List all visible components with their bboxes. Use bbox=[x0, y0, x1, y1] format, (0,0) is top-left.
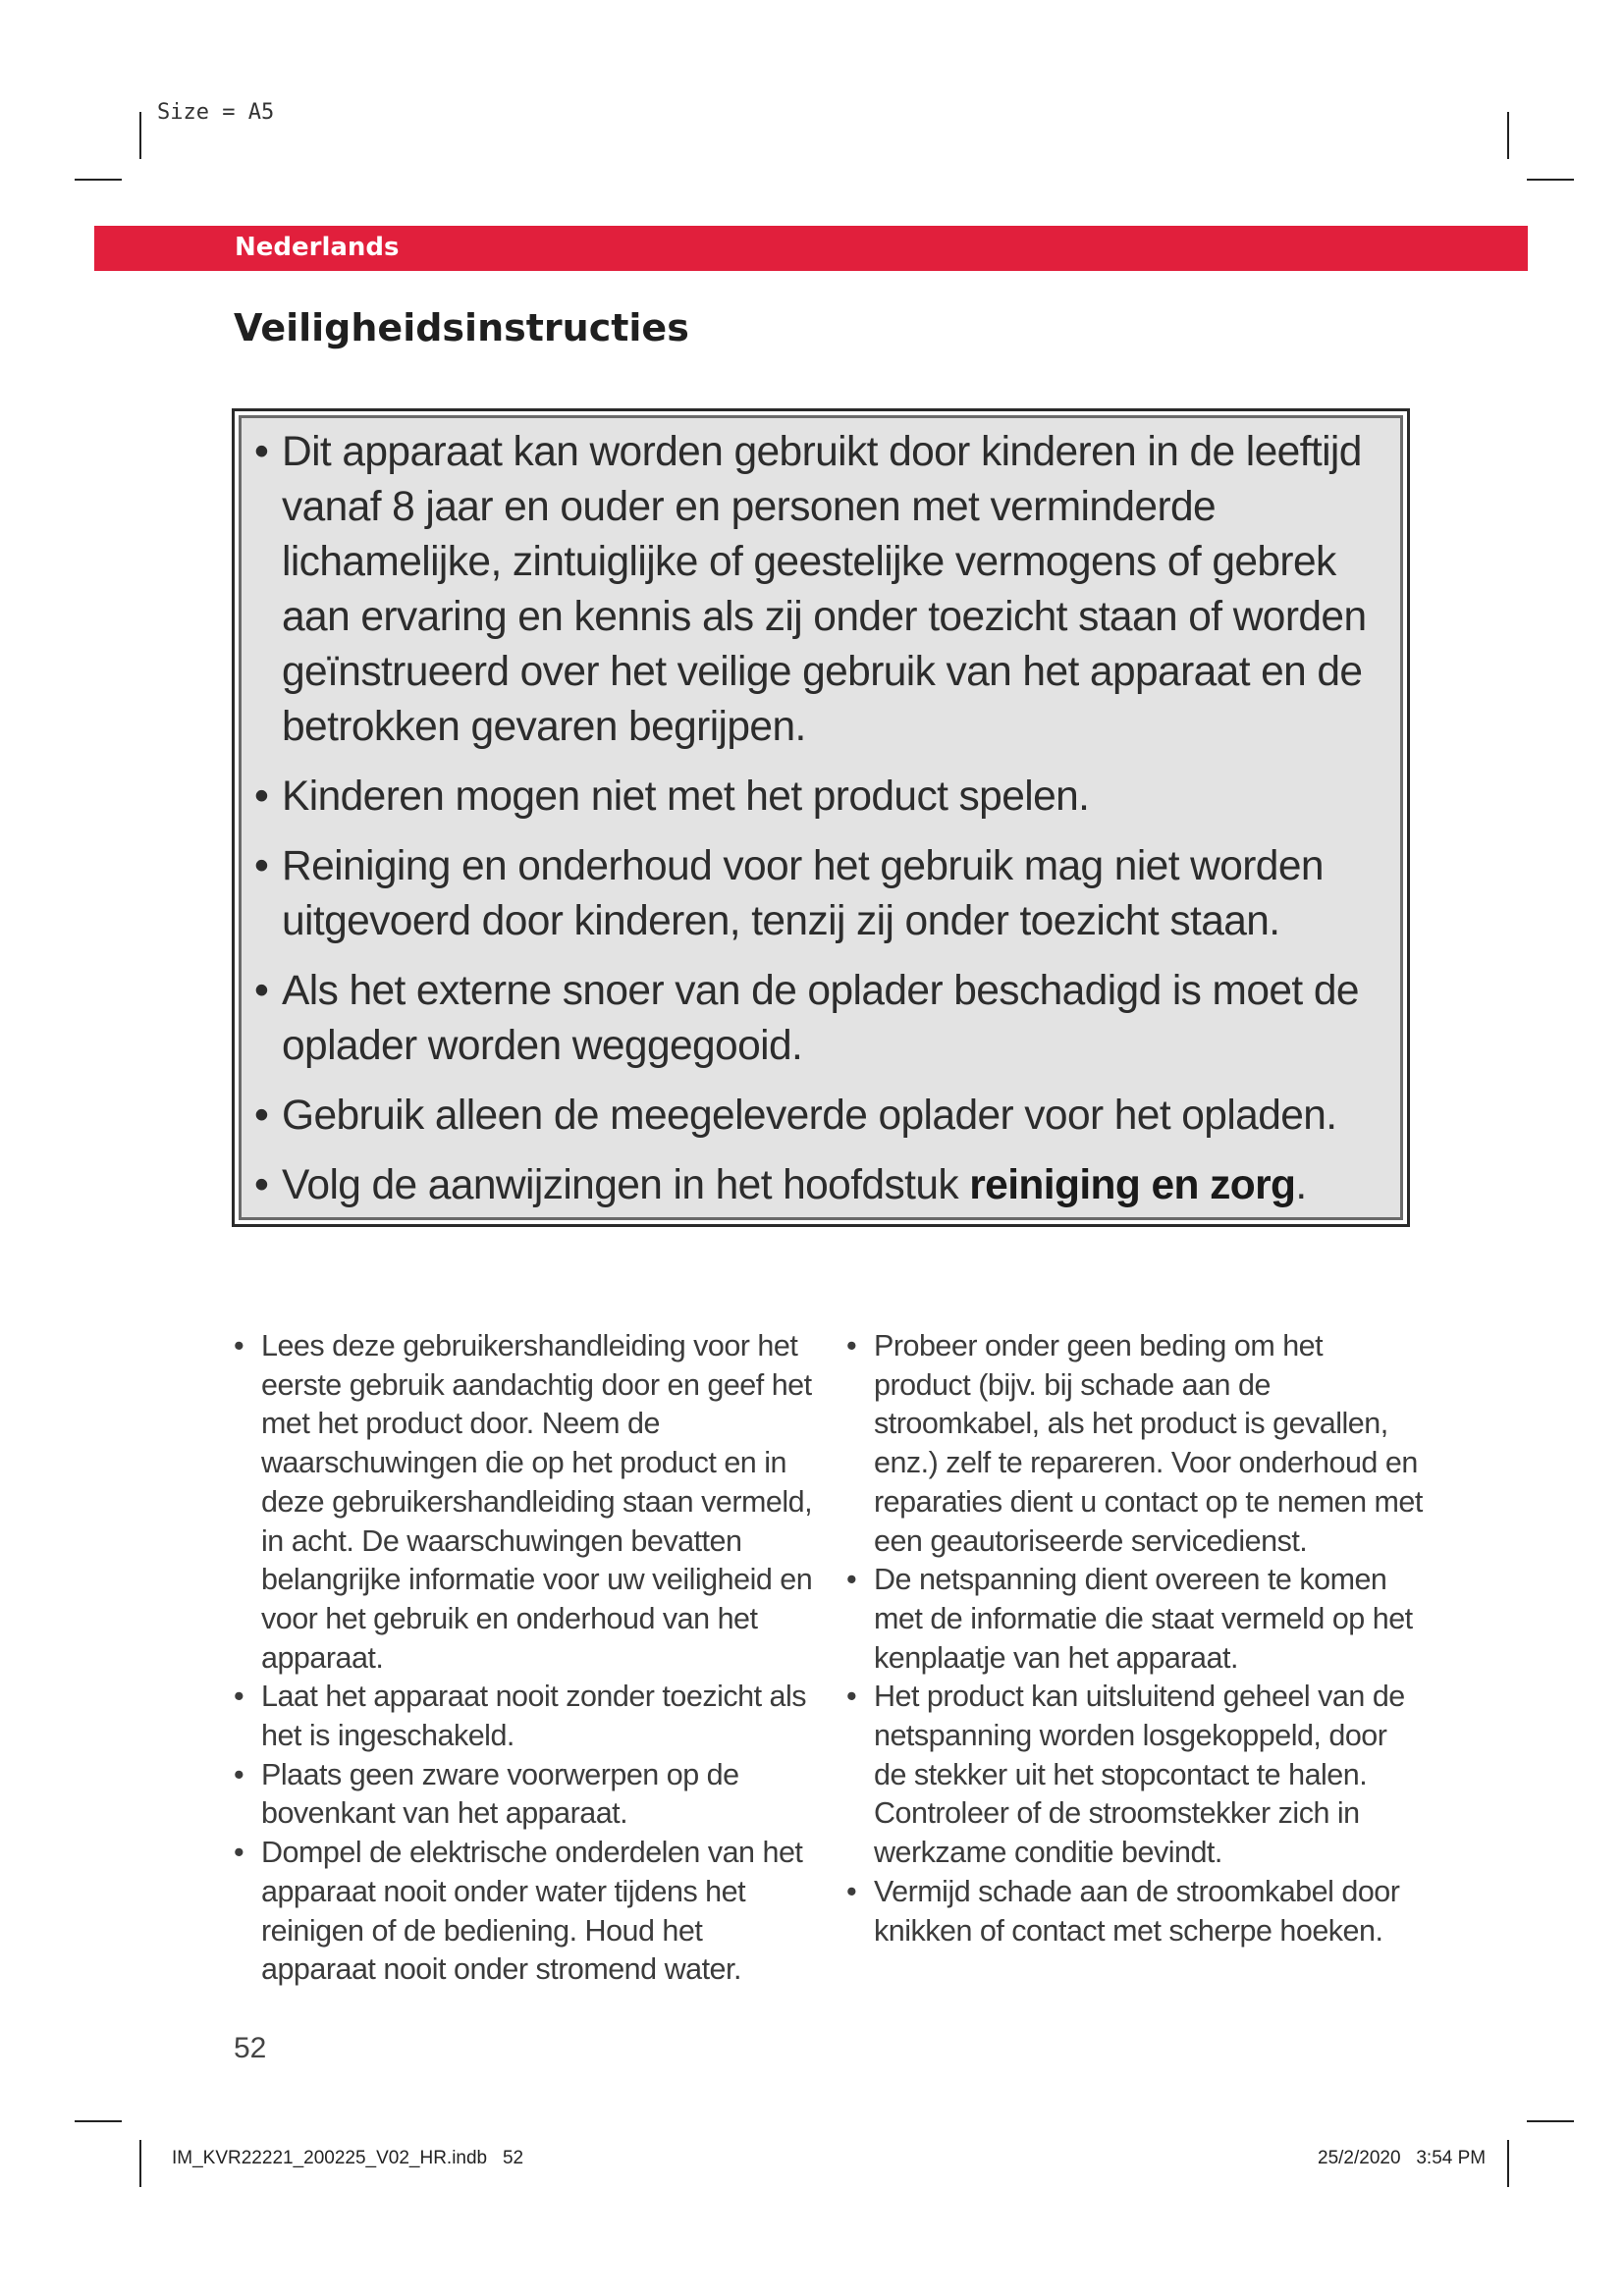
footer-timestamp: 25/2/2020 3:54 PM bbox=[1318, 2148, 1487, 2168]
list-item: • Lees deze gebruikershandleiding voor het eerste gebruik aandachtig door en geef het met het product door. Neem de waarschuwingen die op het product en in deze gebruikershandleiding staan vermeld, in acht. De waarschuwingen bevatten belangrijke informatie voor uw veiligheid en voor het gebruik en onderhoud van het apparaat. bbox=[234, 1329, 813, 1675]
bullet-icon: • bbox=[254, 429, 269, 475]
warning-item-chapter-reference: • Volg de aanwijzingen in het hoofdstuk reiniging en zorg. bbox=[252, 1158, 1401, 1213]
language-header-bar bbox=[94, 226, 1528, 271]
warning-item: • Gebruik alleen de meegeleverde oplader voor het opladen. bbox=[252, 1089, 1401, 1144]
language-label: Nederlands bbox=[235, 233, 400, 262]
bullet-icon: • bbox=[254, 1162, 269, 1208]
bullet-icon: • bbox=[846, 1874, 857, 1908]
bullet-icon: • bbox=[234, 1329, 244, 1362]
bullet-icon: • bbox=[254, 968, 269, 1014]
warning-item: • Reiniging en onderhoud voor het gebruik mag niet worden uitgevoerd door kinderen, tenzij zij onder toezicht staan. bbox=[252, 839, 1401, 949]
warning-item: • Kinderen mogen niet met het product spelen. bbox=[252, 770, 1401, 825]
bullet-icon: • bbox=[846, 1680, 857, 1714]
crop-mark bbox=[139, 2140, 141, 2187]
footer-file-name: IM_KVR22221_200225_V02_HR.indb 52 bbox=[172, 2148, 524, 2168]
crop-mark bbox=[1507, 2140, 1509, 2187]
crop-mark bbox=[75, 179, 122, 181]
warning-list bbox=[252, 425, 1401, 1228]
warning-box bbox=[232, 408, 1410, 1227]
warning-item: • Dit apparaat kan worden gebruikt door kinderen in de leeftijd vanaf 8 jaar en ouder en personen met verminderde lichamelijke, zintuiglijke of geestelijke vermogens of gebrek aan ervaring en kennis als zij onder toezicht staan of worden geïnstrueerd over het veilige gebruik van het apparaat en de betrokken gevaren begrijpen. bbox=[252, 425, 1401, 755]
bullet-icon: • bbox=[234, 1836, 244, 1870]
bullet-icon: • bbox=[234, 1680, 244, 1714]
bullet-icon: • bbox=[234, 1757, 244, 1791]
chapter-reference: reiniging en zorg bbox=[969, 1162, 1296, 1208]
bullet-icon: • bbox=[254, 843, 269, 889]
list-item: • Plaats geen zware voorwerpen op de bovenkant van het apparaat. bbox=[234, 1757, 739, 1831]
crop-mark bbox=[75, 2120, 122, 2122]
list-item: • De netspanning dient overeen te komen met de informatie die staat vermeld op het kenplaatje van het apparaat. bbox=[846, 1563, 1413, 1675]
left-column bbox=[234, 1327, 813, 1990]
bullet-icon: • bbox=[846, 1329, 857, 1362]
bullet-icon: • bbox=[254, 774, 269, 820]
list-item: • Probeer onder geen beding om het product (bijv. bij schade aan de stroomkabel, als het product is gevallen, enz.) zelf te repareren. Voor onderhoud en reparaties dient u contact op te nemen met een geautoriseerde servicedienst. bbox=[846, 1329, 1423, 1558]
list-item: • Het product kan uitsluitend geheel van de netspanning worden losgekoppeld, door de stekker uit het stopcontact te halen. Controleer of de stroomstekker zich in werkzame conditie bevindt. bbox=[846, 1680, 1405, 1870]
bullet-icon: • bbox=[254, 1093, 269, 1139]
list-item: • Dompel de elektrische onderdelen van het apparaat nooit onder water tijdens het reinigen of de bediening. Houd het apparaat nooit onder stromend water. bbox=[234, 1836, 803, 1987]
size-label: Size = A5 bbox=[157, 100, 275, 125]
page-number: 52 bbox=[234, 2032, 267, 2064]
right-column bbox=[846, 1327, 1426, 1950]
crop-mark bbox=[1507, 112, 1509, 159]
warning-item: • Als het externe snoer van de oplader beschadigd is moet de oplader worden weggegooid. bbox=[252, 964, 1401, 1074]
list-item: • Laat het apparaat nooit zonder toezicht als het is ingeschakeld. bbox=[234, 1680, 807, 1753]
crop-mark bbox=[1527, 179, 1574, 181]
crop-mark bbox=[139, 112, 141, 159]
crop-mark bbox=[1527, 2120, 1574, 2122]
page-title: Veiligheidsinstructies bbox=[234, 306, 689, 349]
list-item: • Vermijd schade aan de stroomkabel door knikken of contact met scherpe hoeken. bbox=[846, 1874, 1400, 1948]
bullet-icon: • bbox=[846, 1563, 857, 1597]
